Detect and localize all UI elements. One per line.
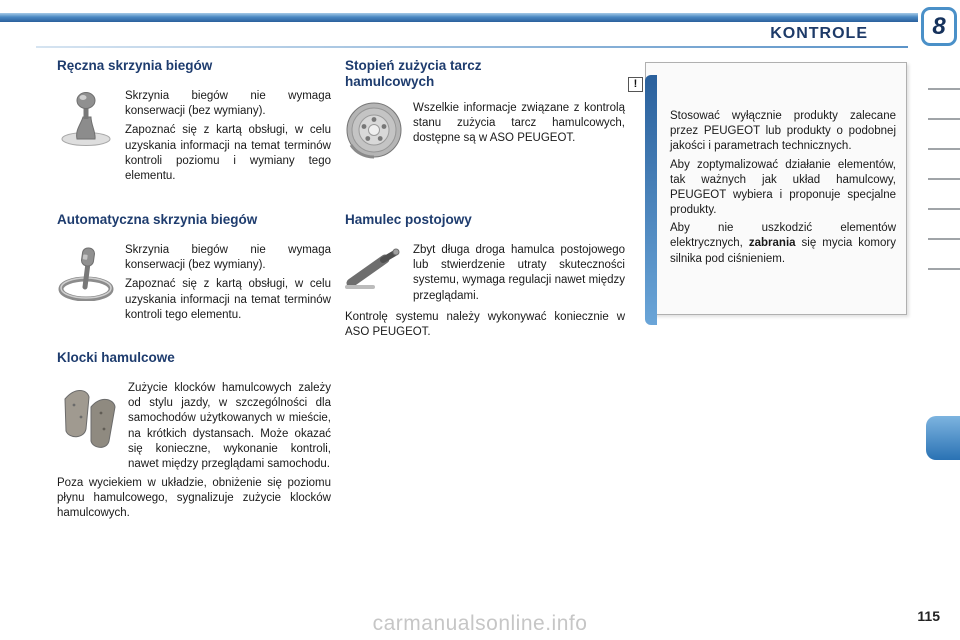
chapter-index-mark <box>928 148 960 150</box>
section-brake-pads <box>57 350 331 522</box>
chapter-index-mark <box>928 268 960 270</box>
paragraph: Wszelkie informacje związane z kontrolą stanu zużycia tarcz hamulcowych, dostępne są w ASO PEUGEOT. <box>413 102 625 145</box>
section-heading: Ręczna skrzynia biegów <box>57 58 213 73</box>
parking-brake-lever-image <box>345 243 403 304</box>
section-heading: Hamulec postojowy <box>345 212 472 227</box>
paragraph: Kontrolę systemu należy wykonywać koniecznie w ASO PEUGEOT. <box>345 310 625 338</box>
section-manual-gearbox <box>57 58 331 184</box>
watermark: carmanualsonline.info <box>372 612 588 635</box>
paragraph: Zapoznać się z kartą obsługi, w celu uzyskania informacji na temat terminów kontroli tego elementu. <box>125 278 331 321</box>
paragraph: Skrzynia biegów nie wymaga konserwacji (bez wymiany). <box>125 244 331 272</box>
section-heading: Automatyczna skrzynia biegów <box>57 212 258 227</box>
info-text-bold: zabrania <box>748 237 796 250</box>
paragraph: Aby zoptymalizować działanie elementów, tak ważnych jak układ hamulcowy, PEUGEOT wybiera i proponuje specjalne produkty. <box>670 158 896 217</box>
chapter-side-tab <box>926 416 960 460</box>
header-divider <box>36 46 908 48</box>
section-parking-brake <box>345 212 625 340</box>
section-automatic-gearbox <box>57 212 331 323</box>
brake-pads-image <box>57 383 119 458</box>
section-brake-discs <box>345 58 625 159</box>
section-heading: Stopień zużycia tarcz hamulcowych <box>345 58 482 89</box>
chapter-index-mark <box>928 238 960 240</box>
paragraph <box>670 221 896 267</box>
chapter-index-mark <box>928 118 960 120</box>
paragraph: Zbyt długa droga hamulca postojowego lub stwierdzenie utraty skuteczności systemu, wymaga regulacji nawet między przeglądami. <box>413 244 625 302</box>
brake-disc-image <box>345 101 403 159</box>
info-box-accent-bar <box>645 75 657 325</box>
chapter-index-mark <box>928 88 960 90</box>
paragraph: Skrzynia biegów nie wymaga konserwacji (bez wymiany). <box>125 90 331 118</box>
paragraph: Stosować wyłącznie produkty zalecane przez PEUGEOT lub produkty o podobnej jakości i parametrach technicznych. <box>670 110 896 153</box>
info-text-after: się mycia komory silnika pod ciśnieniem. <box>670 237 896 265</box>
chapter-index-mark <box>928 178 960 180</box>
paragraph: Zapoznać się z kartą obsługi, w celu uzyskania informacji na temat terminów kontroli poziomu i wymiany tego elementu. <box>125 124 331 182</box>
paragraph: Poza wyciekiem w układzie, obniżenie się poziomu płynu hamulcowego, sygnalizuje zużycie klocków hamulcowych. <box>57 477 331 520</box>
chapter-number-badge: 8 <box>921 7 957 46</box>
info-box <box>645 62 907 315</box>
manual-gearshift-image <box>57 89 115 184</box>
page-number: 115 <box>917 608 940 624</box>
header-band <box>0 13 918 22</box>
section-heading: Klocki hamulcowe <box>57 350 175 365</box>
chapter-index-mark <box>928 208 960 210</box>
page-title: KONTROLE <box>770 25 868 42</box>
paragraph: Zużycie klocków hamulcowych zależy od stylu jazdy, w szczególności dla samochodów użytkowanych w mieście, na krótkich dystansach. Może okazać się konieczne, wykonanie kontroli, nawet między przeglądami samochodu. <box>128 382 331 470</box>
warning-icon: ! <box>628 77 643 92</box>
automatic-gearshift-image <box>57 243 115 323</box>
info-text-before: Aby nie uszkodzić elementów elektrycznych, <box>670 222 896 250</box>
